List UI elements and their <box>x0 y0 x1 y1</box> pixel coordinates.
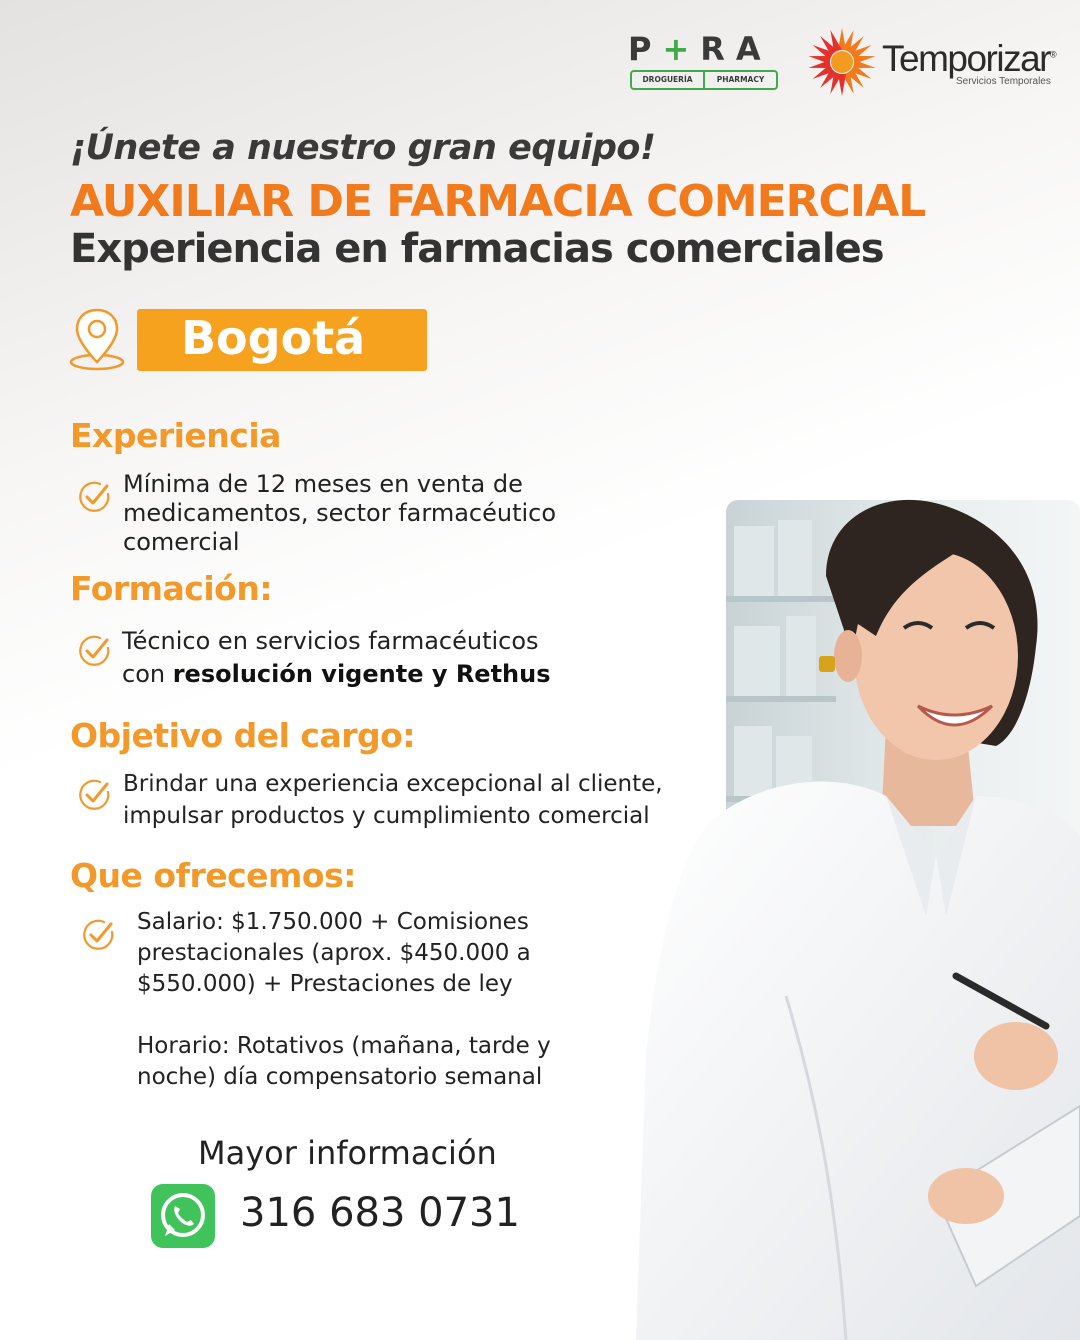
section-heading-formacion: Formación: <box>70 569 273 608</box>
temporizar-tagline: Servicios Temporales <box>956 76 1051 87</box>
formacion-text: Técnico en servicios farmacéuticos con resolución vigente y Rethus <box>122 627 551 688</box>
ofrecemos-salary: Salario: $1.750.000 + Comisiones prestacionales (aprox. $450.000 a $550.000) + Prestaciones de ley <box>137 909 531 997</box>
whatsapp-glyph-icon <box>151 1184 215 1248</box>
pura-logo <box>628 30 778 92</box>
more-info-label: Mayor información <box>198 1134 497 1172</box>
experiencia-text: Mínima de 12 meses en venta de medicamentos, sector farmacéutico comercial <box>123 470 557 556</box>
check-circle-icon <box>78 480 112 514</box>
city-badge <box>137 309 427 371</box>
pharmacist-photo <box>636 496 1080 1340</box>
check-circle-icon <box>82 918 116 952</box>
kicker-text: ¡Únete a nuestro gran equipo! <box>70 128 656 168</box>
sun-flower-icon <box>806 26 878 98</box>
section-heading-objetivo: Objetivo del cargo: <box>70 716 416 755</box>
section-heading-ofrecemos: Que ofrecemos: <box>70 856 356 895</box>
job-title: AUXILIAR DE FARMACIA COMERCIAL <box>70 176 926 227</box>
pura-tag-drogueria: DROGUERÍA <box>632 72 705 88</box>
city-name: Bogotá <box>181 311 366 365</box>
location-pin-icon <box>68 306 126 372</box>
temporizar-logo <box>806 26 1066 98</box>
check-circle-icon <box>78 778 112 812</box>
pura-tagline <box>630 70 778 90</box>
temporizar-name: Temporizar® <box>882 38 1057 79</box>
check-circle-icon <box>78 634 112 668</box>
phone-number[interactable]: 316 683 0731 <box>240 1190 520 1236</box>
section-heading-experiencia: Experiencia <box>70 416 281 455</box>
ofrecemos-schedule: Horario: Rotativos (mañana, tarde y noche) día compensatorio semanal <box>137 1033 551 1090</box>
job-subtitle: Experiencia en farmacias comerciales <box>70 226 884 272</box>
objetivo-text: Brindar una experiencia excepcional al cliente, impulsar productos y cumplimiento comercial <box>123 771 663 829</box>
formacion-bold: resolución vigente y Rethus <box>172 660 551 688</box>
whatsapp-icon[interactable] <box>151 1184 215 1248</box>
plus-icon: + <box>662 30 701 68</box>
pura-wordmark: P+RA <box>628 30 772 68</box>
pura-tag-pharmacy: PHARMACY <box>716 75 765 84</box>
